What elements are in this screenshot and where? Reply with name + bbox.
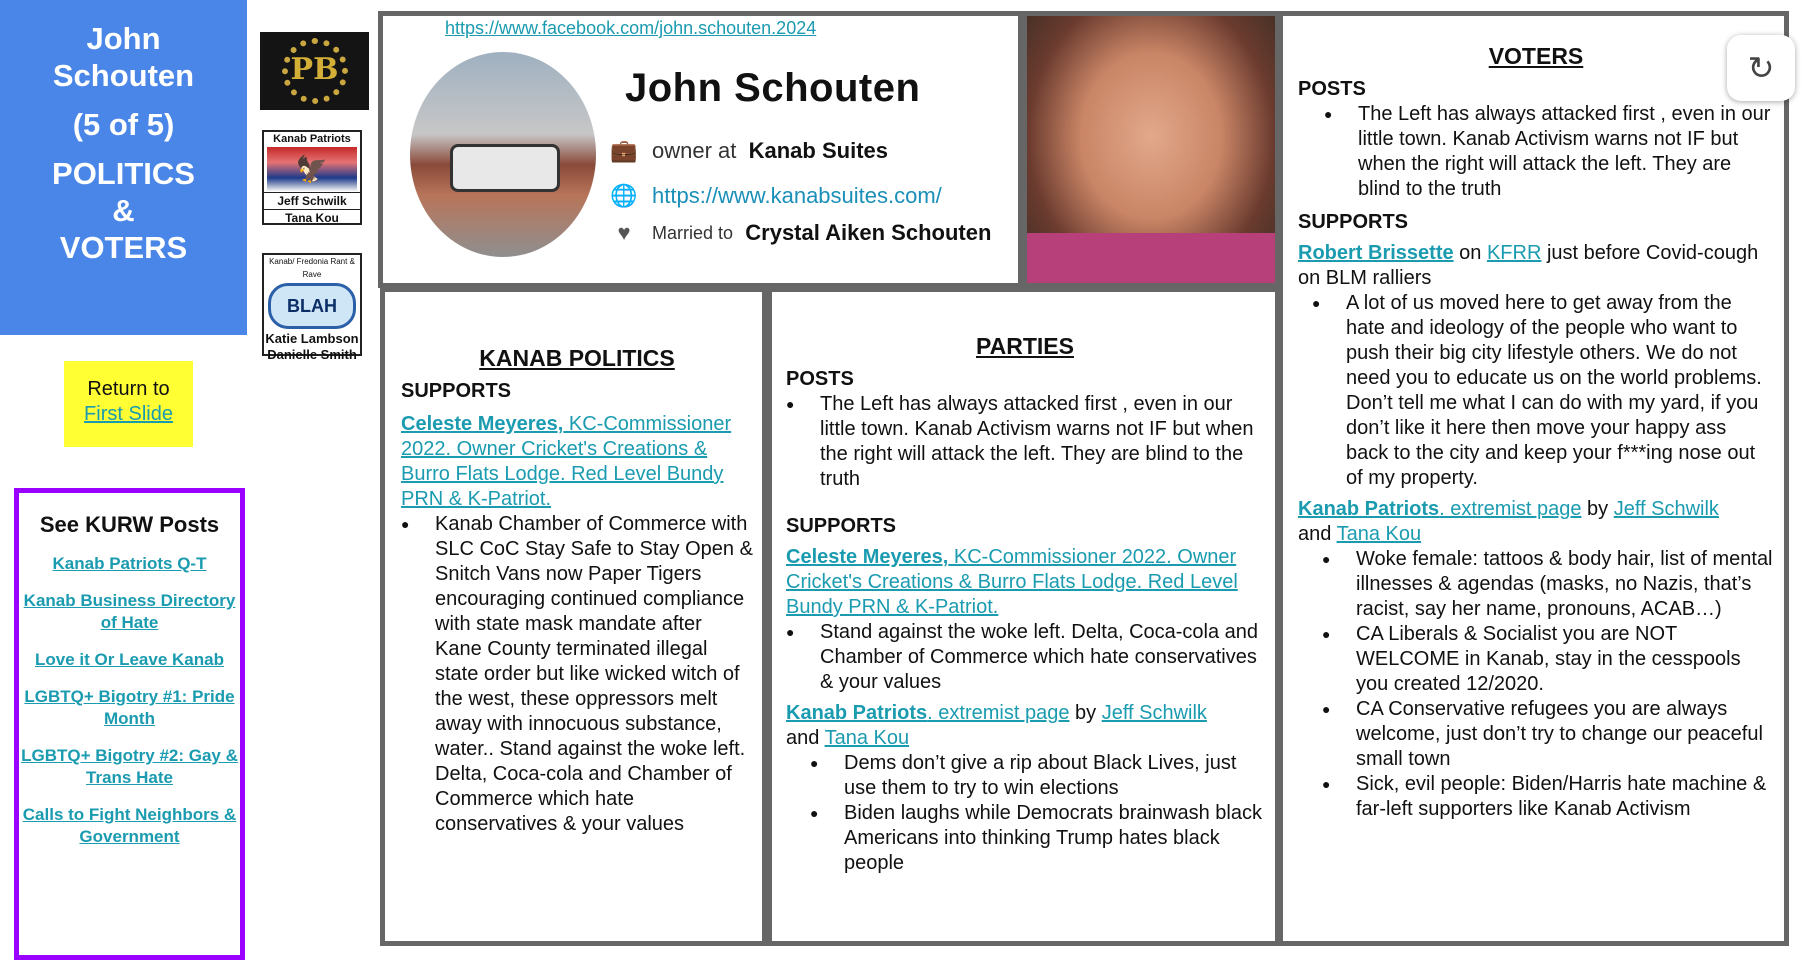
voters-kp-bullet-1: ● Woke female: tattoos & body hair, list of mental illnesses & agendas (masks, no Nazis, that’s racist, say her name, pronouns, ACAB…) (1322, 547, 1774, 622)
return-box (64, 361, 193, 447)
voters-content (1298, 44, 1774, 822)
married-name: Crystal Aiken Schouten (745, 220, 992, 245)
voters-kp-bullet-3: ● CA Conservative refugees you are always welcome, just don’t try to change our peaceful small town (1322, 697, 1774, 772)
briefcase-icon: 💼 (610, 138, 638, 163)
voters-kanab-patriots-link[interactable] (1298, 498, 1581, 520)
kfrr-link[interactable]: KFRR (1486, 242, 1542, 264)
work-prefix: owner at (652, 138, 737, 163)
parties-kp-bullet-1: ● Dems don’t give a rip about Black Lives, just use them to try to win elections (810, 751, 1264, 801)
return-label: Return to (87, 378, 170, 400)
voters-robert-rest: just before Covid-cough on BLM ralliers (1298, 242, 1759, 289)
kurw-link-business-directory[interactable]: Kanab Business Directory of Hate (23, 591, 236, 632)
voters-posts-bullet: ● The Left has always attacked first , even in our little town. Kanab Activism warns not IF but when the right will attack the left. They are blind to the truth (1324, 102, 1774, 202)
blah-logo-bubble: BLAH (268, 283, 356, 329)
blah-logo (262, 253, 362, 362)
parties-supports-bullet: ● Stand against the woke left. Delta, Coca-cola and Chamber of Commerce which hate conservatives & your values (786, 620, 1264, 695)
parties-content (786, 334, 1264, 876)
politics-supports-label: SUPPORTS (401, 380, 512, 402)
parties-jeff-link[interactable]: Jeff Schwilk (1101, 702, 1207, 724)
eagle-icon: 🦅 (267, 147, 357, 191)
kp-logo-name-2: Tana Kou (264, 209, 360, 226)
voters-and: and (1298, 523, 1337, 545)
politics-heading: KANAB POLITICS (479, 345, 675, 371)
voters-heading: VOTERS (1488, 43, 1584, 69)
parties-celeste-rest: KC-Commissioner 2022. Owner Cricket's Creations & Burro Flats Lodge. Red Level Bundy PRN & K-Patriot. (786, 546, 1238, 618)
blah-logo-title: Kanab/ Fredonia Rant & Rave (269, 257, 355, 279)
parties-by: by (1069, 702, 1102, 724)
refresh-icon: ↻ (1747, 50, 1775, 86)
parties-posts-bullet: ● The Left has always attacked first , even in our little town. Kanab Activism warns not IF but when the right will attack the left. They are blind to the truth (786, 392, 1264, 492)
voters-kp-bullet-2: ● CA Liberals & Socialist you are NOT WELCOME in Kanab, stay in the cesspools you created 12/2020. (1322, 622, 1774, 697)
politics-celeste-bold: Celeste Meyeres, (401, 413, 564, 435)
voters-kp-bullet-4: ● Sick, evil people: Biden/Harris hate machine & far-left supporters like Kanab Activism (1322, 772, 1774, 822)
parties-posts-label: POSTS (786, 368, 854, 390)
politics-celeste-rest: KC-Commissioner 2022. Owner Cricket's Creations & Burro Flats Lodge. Red Level Bundy PRN & K-Patriot. (401, 413, 732, 510)
married-prefix: Married to (652, 222, 734, 243)
kanab-patriots-logo (262, 130, 362, 225)
first-slide-link[interactable]: First Slide (84, 403, 173, 425)
kp-logo-title: Kanab Patriots (273, 133, 351, 145)
voters-tana-link[interactable]: Tana Kou (1336, 523, 1422, 545)
voters-posts-label: POSTS (1298, 78, 1366, 100)
pb-logo-text: PB (290, 52, 339, 87)
parties-kanab-patriots-link[interactable] (786, 702, 1069, 724)
title-line-4: POLITICS (52, 156, 195, 191)
title-line-6: VOTERS (59, 230, 188, 265)
work-place: Kanab Suites (748, 138, 888, 163)
parties-kp-bold: Kanab Patriots (786, 702, 928, 724)
heart-icon: ♥ (617, 220, 631, 245)
headshot-photo (1022, 11, 1280, 288)
parties-heading: PARTIES (976, 333, 1074, 359)
truck-image (450, 144, 560, 192)
parties-kp-bullet-2: ● Biden laughs while Democrats brainwash black Americans into thinking Trump hates black people (810, 801, 1264, 876)
parties-and: and (786, 727, 825, 749)
kurw-link-lgbtq-1[interactable]: LGBTQ+ Bigotry #1: Pride Month (24, 687, 235, 728)
kurw-link-patriots-qt[interactable]: Kanab Patriots Q-T (52, 554, 207, 573)
profile-website-row (610, 183, 942, 209)
voters-robert-line (1298, 241, 1774, 291)
voters-kp-line (1298, 497, 1774, 547)
politics-content (401, 346, 753, 837)
kurw-link-lgbtq-2[interactable]: LGBTQ+ Bigotry #2: Gay & Trans Hate (21, 746, 238, 787)
voters-kp-bold: Kanab Patriots (1298, 498, 1440, 520)
parties-kp-line (786, 701, 1264, 751)
voters-jeff-link[interactable]: Jeff Schwilk (1613, 498, 1719, 520)
kurw-posts-box (14, 488, 245, 960)
voters-kp-rest: . extremist page (1439, 498, 1582, 520)
voters-supports-label: SUPPORTS (1298, 211, 1409, 233)
parties-kp-rest: . extremist page (927, 702, 1070, 724)
website-link[interactable]: https://www.kanabsuites.com/ (652, 183, 942, 208)
blah-logo-name-2: Danielle Smith (267, 347, 357, 362)
title-line-5: & (112, 193, 135, 228)
globe-icon: 🌐 (610, 183, 638, 208)
voters-robert-bullet: ● A lot of us moved here to get away from the hate and ideology of the people who want to push their big city lifestyle others. We do not need you to educate us on the world problems. Don’t tell me what I can do with my yard, if you don’t like it here then move your happy ass back to the city and keep your f***ing nose out of my property. (1312, 291, 1774, 491)
politics-celeste-link[interactable] (401, 412, 753, 512)
kurw-header: See KURW Posts (39, 512, 220, 537)
politics-bullet: ● Kanab Chamber of Commerce with SLC CoC Stay Safe to Stay Open & Snitch Vans now Paper Tigers encouraging continued compliance with state mask mandate after Kane County terminated illegal state order but like wicked witch of the west, these oppressors melt away with innocuous substance, water.. Stand against the woke left. Delta, Coca-cola and Chamber of Commerce which hate conservatives & your values (401, 512, 753, 837)
voters-on: on (1453, 242, 1487, 264)
robert-brissette-link[interactable]: Robert Brissette (1298, 242, 1454, 264)
title-box (0, 0, 247, 335)
kurw-link-calls-to-fight[interactable]: Calls to Fight Neighbors & Government (22, 805, 237, 846)
kurw-link-love-it-or-leave[interactable]: Love it Or Leave Kanab (35, 650, 224, 669)
refresh-button[interactable] (1727, 35, 1795, 101)
title-line-3: (5 of 5) (72, 107, 175, 142)
profile-name: John Schouten (625, 66, 921, 110)
parties-supports-label: SUPPORTS (786, 515, 897, 537)
parties-celeste-bold: Celeste Meyeres, (786, 546, 949, 568)
title-line-2: Schouten (52, 58, 195, 93)
profile-photo (410, 52, 596, 257)
blah-logo-name-1: Katie Lambson (265, 331, 359, 346)
facebook-url-link[interactable]: https://www.facebook.com/john.schouten.2024 (445, 18, 817, 38)
parties-tana-link[interactable]: Tana Kou (824, 727, 910, 749)
profile-work-row (610, 138, 888, 164)
parties-celeste-link[interactable] (786, 545, 1264, 620)
proud-boys-logo (260, 32, 369, 110)
title-line-1: John (86, 21, 161, 56)
profile-married-row (610, 220, 991, 246)
kp-logo-name-1: Jeff Schwilk (264, 192, 360, 209)
voters-by: by (1581, 498, 1614, 520)
